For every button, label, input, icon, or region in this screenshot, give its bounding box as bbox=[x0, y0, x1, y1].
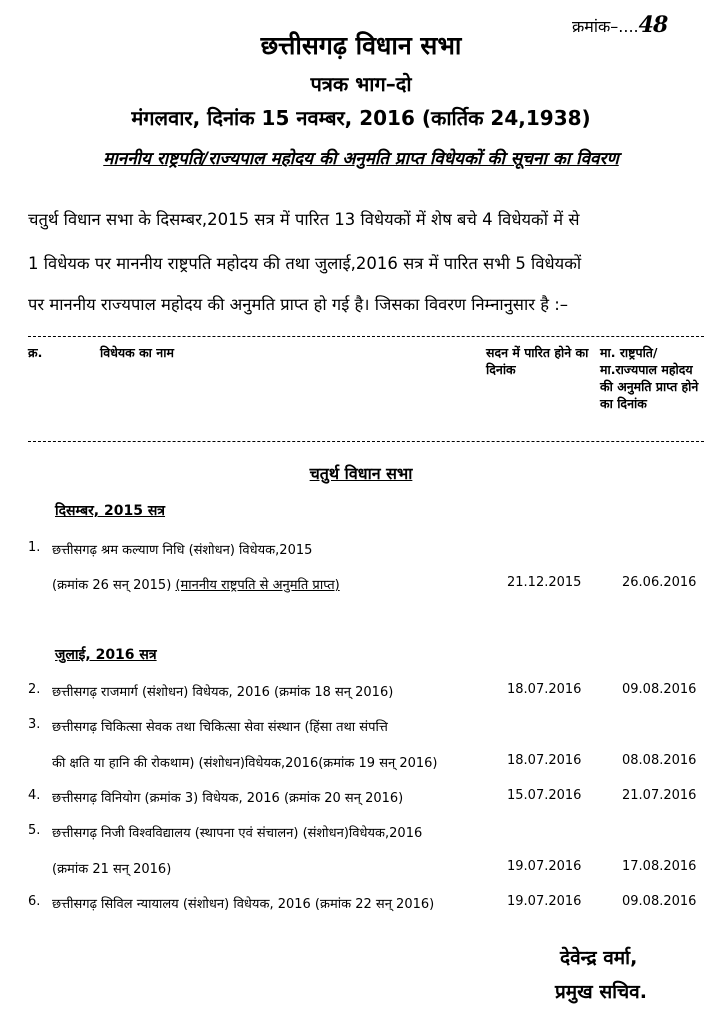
passed-date: 19.07.2016 bbox=[507, 894, 582, 909]
assent-date: 21.07.2016 bbox=[622, 788, 697, 803]
assent-date: 09.08.2016 bbox=[622, 894, 697, 909]
document-title: छत्तीसगढ़ विधान सभा bbox=[260, 31, 462, 60]
bill-number: 1. bbox=[28, 540, 41, 555]
intro-line: 1 विधेयक पर माननीय राष्ट्रपति महोदय की तथा जुलाई,2016 सत्र में पारित सभी 5 विधेयकों bbox=[28, 254, 582, 273]
bill-number: 3. bbox=[28, 717, 41, 732]
passed-date: 18.07.2016 bbox=[507, 682, 582, 697]
bill-number: 4. bbox=[28, 788, 41, 803]
bill-number: 6. bbox=[28, 894, 41, 909]
assent-date: 08.08.2016 bbox=[622, 753, 697, 768]
passed-date: 15.07.2016 bbox=[507, 788, 582, 803]
document-date: मंगलवार, दिनांक 15 नवम्बर, 2016 (कार्तिक 24,1938) bbox=[131, 106, 591, 130]
signatory-name: देवेन्द्र वर्मा, bbox=[560, 947, 638, 969]
column-header-bill-name: विधेयक का नाम bbox=[100, 345, 174, 360]
assent-date: 26.06.2016 bbox=[622, 575, 697, 590]
session-heading: जुलाई, 2016 सत्र bbox=[55, 647, 157, 663]
bill-number: 2. bbox=[28, 682, 41, 697]
bill-reference: (क्रमांक 26 सन् 2015) bbox=[52, 578, 172, 593]
bill-title: छत्तीसगढ़ राजमार्ग (संशोधन) विधेयक, 2016 (क्रमांक 18 सन् 2016) bbox=[52, 685, 394, 700]
bill-title: छत्तीसगढ़ सिविल न्यायालय (संशोधन) विधेयक, 2016 (क्रमांक 22 सन् 2016) bbox=[52, 897, 435, 912]
bill-title: छत्तीसगढ़ विनियोग (क्रमांक 3) विधेयक, 2016 (क्रमांक 20 सन् 2016) bbox=[52, 791, 404, 806]
serial-number-handwritten: 48 bbox=[638, 12, 668, 38]
bill-title: छत्तीसगढ़ निजी विश्वविद्यालय (स्थापना एवं संचालन) (संशोधन)विधेयक,2016 bbox=[52, 826, 423, 841]
assent-date: 09.08.2016 bbox=[622, 682, 697, 697]
bill-title: छत्तीसगढ़ श्रम कल्याण निधि (संशोधन) विधेयक,2015 bbox=[52, 543, 313, 558]
assent-date: 17.08.2016 bbox=[622, 859, 697, 874]
bill-number: 5. bbox=[28, 823, 41, 838]
signatory-designation: प्रमुख सचिव. bbox=[555, 981, 647, 1003]
intro-line: पर माननीय राज्यपाल महोदय की अनुमति प्राप्त हो गई है। जिसका विवरण निम्नानुसार है :– bbox=[28, 295, 569, 314]
bill-note: (माननीय राष्ट्रपति से अनुमति प्राप्त) bbox=[175, 578, 340, 593]
serial-label: क्रमांक–.... bbox=[572, 17, 639, 36]
bill-title-continued: (क्रमांक 21 सन् 2016) bbox=[52, 862, 172, 877]
passed-date: 19.07.2016 bbox=[507, 859, 582, 874]
passed-date: 18.07.2016 bbox=[507, 753, 582, 768]
table-header-bottom-rule bbox=[28, 441, 704, 442]
passed-date: 21.12.2015 bbox=[507, 575, 582, 590]
table-top-rule bbox=[28, 336, 704, 337]
document-subtitle: पत्रक भाग–दो bbox=[310, 72, 412, 96]
column-header-passed-date: सदन में पारित होने का दिनांक bbox=[486, 345, 589, 377]
bill-title-continued: की क्षति या हानि की रोकथाम) (संशोधन)विधेयक,2016(क्रमांक 19 सन् 2016) bbox=[52, 756, 438, 771]
intro-line: चतुर्थ विधान सभा के दिसम्बर,2015 सत्र में पारित 13 विधेयकों में शेष बचे 4 विधेयकों में से bbox=[28, 210, 580, 229]
bill-title: छत्तीसगढ़ चिकित्सा सेवक तथा चिकित्सा सेवा संस्थान (हिंसा तथा संपत्ति bbox=[52, 720, 388, 735]
bill-title-continued bbox=[52, 575, 340, 593]
session-heading: दिसम्बर, 2015 सत्र bbox=[55, 503, 166, 519]
document-heading: माननीय राष्ट्रपति/राज्यपाल महोदय की अनुमति प्राप्त विधेयकों की सूचना का विवरण bbox=[103, 149, 619, 169]
column-header-assent-date: मा. राष्ट्रपति/ मा.राज्यपाल महोदय की अनुमति प्राप्त होने का दिनांक bbox=[600, 345, 699, 411]
assembly-heading: चतुर्थ विधान सभा bbox=[309, 464, 413, 483]
column-header-serial: क्र. bbox=[28, 345, 43, 360]
